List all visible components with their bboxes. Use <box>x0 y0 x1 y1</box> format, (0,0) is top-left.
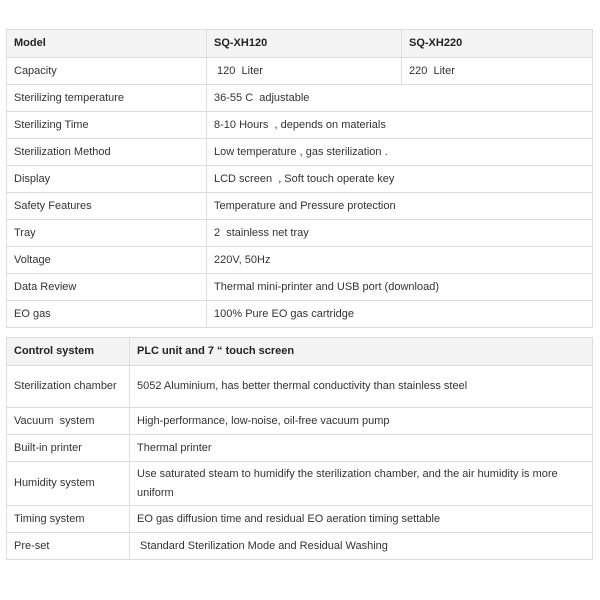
row-label: Humidity system <box>7 462 130 506</box>
row-value: 120 Liter <box>207 58 402 85</box>
row-label: Vacuum system <box>7 408 130 435</box>
header-model-a: SQ-XH120 <box>207 30 402 58</box>
row-value: 36-55 C adjustable <box>207 85 593 112</box>
row-value: 2 stainless net tray <box>207 220 593 247</box>
table-row <box>7 139 593 166</box>
row-value: Use saturated steam to humidify the sterilization chamber, and the air humidity is more uniform <box>130 462 593 506</box>
row-value: High-performance, low-noise, oil-free vacuum pump <box>130 408 593 435</box>
row-label: Built-in printer <box>7 435 130 462</box>
table-row <box>7 533 593 560</box>
table-row <box>7 506 593 533</box>
row-value: EO gas diffusion time and residual EO aeration timing settable <box>130 506 593 533</box>
row-value: 220V, 50Hz <box>207 247 593 274</box>
row-label: Display <box>7 166 207 193</box>
table-header-row <box>7 338 593 366</box>
table-row <box>7 193 593 220</box>
row-value: Low temperature , gas sterilization . <box>207 139 593 166</box>
table-row <box>7 366 593 408</box>
row-value: 5052 Aluminium, has better thermal conductivity than stainless steel <box>130 366 593 408</box>
table-row <box>7 58 593 85</box>
row-label: Sterilizing temperature <box>7 85 207 112</box>
row-label: Pre-set <box>7 533 130 560</box>
table-header-row <box>7 30 593 58</box>
row-label: Data Review <box>7 274 207 301</box>
row-value: Thermal mini-printer and USB port (download) <box>207 274 593 301</box>
row-label: Timing system <box>7 506 130 533</box>
row-value: Standard Sterilization Mode and Residual Washing <box>130 533 593 560</box>
specification-table <box>6 29 593 328</box>
row-label: Tray <box>7 220 207 247</box>
header-model-b: SQ-XH220 <box>402 30 593 58</box>
header-control-value: PLC unit and 7 “ touch screen <box>130 338 593 366</box>
row-value: 100% Pure EO gas cartridge <box>207 301 593 328</box>
row-label: Sterilizing Time <box>7 112 207 139</box>
header-control-system: Control system <box>7 338 130 366</box>
table-row <box>7 274 593 301</box>
row-label: Sterilization Method <box>7 139 207 166</box>
table-row <box>7 247 593 274</box>
table-row <box>7 112 593 139</box>
row-value: Temperature and Pressure protection <box>207 193 593 220</box>
row-value: LCD screen , Soft touch operate key <box>207 166 593 193</box>
table-row <box>7 85 593 112</box>
row-label: EO gas <box>7 301 207 328</box>
row-value: 8-10 Hours , depends on materials <box>207 112 593 139</box>
table-row <box>7 301 593 328</box>
row-value: Thermal printer <box>130 435 593 462</box>
row-label: Capacity <box>7 58 207 85</box>
table-row <box>7 408 593 435</box>
row-label: Voltage <box>7 247 207 274</box>
table-row <box>7 220 593 247</box>
header-model: Model <box>7 30 207 58</box>
row-label: Safety Features <box>7 193 207 220</box>
row-value: 220 Liter <box>402 58 593 85</box>
table-row <box>7 462 593 506</box>
row-label: Sterilization chamber <box>7 366 130 408</box>
table-row <box>7 435 593 462</box>
table-row <box>7 166 593 193</box>
system-table <box>6 337 593 560</box>
